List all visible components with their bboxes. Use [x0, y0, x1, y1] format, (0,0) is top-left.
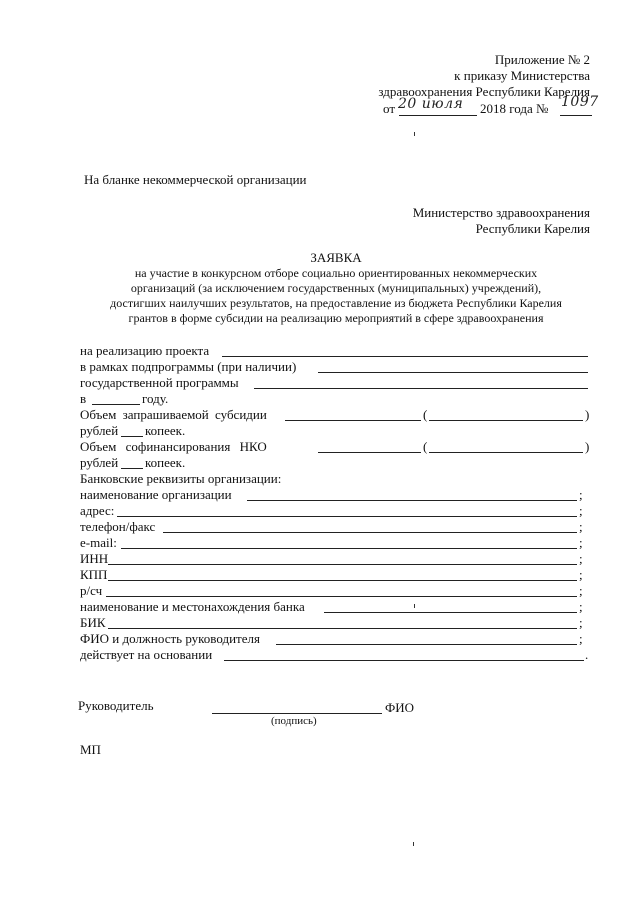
- year-field[interactable]: [92, 404, 140, 405]
- head-name-semicolon: ;: [579, 631, 583, 646]
- subsidy-kopecks-field[interactable]: [121, 436, 143, 437]
- ministry-name: здравоохранения Республики Карелия: [378, 84, 590, 99]
- year-text: 2018 года №: [480, 101, 549, 116]
- address-semicolon: ;: [579, 503, 583, 518]
- cofinancing-paren-open: (: [423, 439, 428, 454]
- subsidy-amount-field[interactable]: [285, 420, 421, 421]
- subprogram-field[interactable]: [318, 372, 588, 373]
- bank-label: наименование и местонахождения банка: [80, 599, 305, 614]
- inn-semicolon: ;: [579, 551, 583, 566]
- cofinancing-words-field[interactable]: [429, 452, 583, 453]
- project-label: на реализацию проекта: [80, 343, 210, 358]
- project-field[interactable]: [222, 356, 588, 357]
- title-sub-1: на участие в конкурсном отборе социально ориентированных некоммерческих: [134, 266, 538, 280]
- cofinancing-kopecks-label: копеек.: [145, 455, 186, 470]
- program-label: государственной программы: [80, 375, 239, 390]
- stamp-place: МП: [80, 742, 101, 757]
- subsidy-kopecks-label: копеек.: [145, 423, 186, 438]
- inn-label: ИНН: [80, 551, 109, 566]
- cofinancing-rubles-label: рублей: [80, 455, 119, 470]
- signature-hint: (подпись): [271, 715, 317, 727]
- head-name-field[interactable]: [276, 644, 577, 645]
- inn-field[interactable]: [108, 564, 577, 565]
- handwritten-number: 1097: [561, 94, 599, 110]
- cofinancing-kopecks-field[interactable]: [121, 468, 143, 469]
- head-name-label: ФИО и должность руководителя: [80, 631, 260, 646]
- year-suffix: году.: [142, 391, 169, 406]
- scan-speck: [414, 132, 415, 136]
- subsidy-label: Объем запрашиваемой субсидии: [80, 407, 267, 422]
- cofinancing-label: Объем софинансирования НКО: [80, 439, 267, 454]
- kpp-semicolon: ;: [579, 567, 583, 582]
- blank-note: На бланке некоммерческой организации: [84, 172, 307, 187]
- subsidy-rubles-label: рублей: [80, 423, 119, 438]
- year-prefix: в: [80, 391, 87, 406]
- basis-period: .: [585, 647, 589, 662]
- date-underline: [399, 115, 477, 116]
- subsidy-paren-open: (: [423, 407, 428, 422]
- cofinancing-paren-close: ): [585, 439, 590, 454]
- email-label: e-mail:: [80, 535, 117, 550]
- appendix-number: Приложение № 2: [494, 52, 590, 67]
- date-prefix: от: [383, 101, 396, 116]
- account-semicolon: ;: [579, 583, 583, 598]
- title-sub-3: достигших наилучших результатов, на предоставление из бюджета Республики Карелия: [110, 296, 562, 310]
- handwritten-date: 20 июля: [398, 96, 464, 112]
- account-label: р/сч: [80, 583, 103, 598]
- subsidy-words-field[interactable]: [429, 420, 583, 421]
- bank-field[interactable]: [324, 612, 577, 613]
- program-field[interactable]: [254, 388, 588, 389]
- number-underline: [560, 115, 592, 116]
- phone-field[interactable]: [163, 532, 577, 533]
- title-sub-4: грантов в форме субсидии на реализацию мероприятий в сфере здравоохранения: [128, 311, 544, 325]
- subprogram-label: в рамках подпрограммы (при наличии): [80, 359, 297, 374]
- cofinancing-amount-field[interactable]: [318, 452, 421, 453]
- org-name-field[interactable]: [247, 500, 577, 501]
- address-field[interactable]: [117, 516, 577, 517]
- fio-label: ФИО: [385, 700, 415, 715]
- addressee-line2: Республики Карелия: [475, 221, 590, 236]
- subsidy-paren-close: ): [585, 407, 590, 422]
- bank-semicolon: ;: [579, 599, 583, 614]
- phone-label: телефон/факс: [80, 519, 156, 534]
- signature-field[interactable]: [212, 713, 382, 714]
- basis-field[interactable]: [224, 660, 584, 661]
- phone-semicolon: ;: [579, 519, 583, 534]
- kpp-label: КПП: [80, 567, 108, 582]
- email-field[interactable]: [121, 548, 577, 549]
- basis-label: действует на основании: [80, 647, 213, 662]
- bik-label: БИК: [80, 615, 106, 630]
- scan-speck: [413, 842, 414, 846]
- scan-speck: [414, 604, 415, 608]
- address-label: адрес:: [80, 503, 115, 518]
- org-name-semicolon: ;: [579, 487, 583, 502]
- bank-details-heading: Банковские реквизиты организации:: [80, 471, 282, 486]
- bik-semicolon: ;: [579, 615, 583, 630]
- bik-field[interactable]: [108, 628, 577, 629]
- org-name-label: наименование организации: [80, 487, 232, 502]
- email-semicolon: ;: [579, 535, 583, 550]
- account-field[interactable]: [106, 596, 577, 597]
- addressee-line1: Министерство здравоохранения: [412, 205, 590, 220]
- order-reference: к приказу Министерства: [454, 68, 590, 83]
- kpp-field[interactable]: [108, 580, 577, 581]
- head-signature-label: Руководитель: [78, 698, 154, 713]
- document-title: ЗАЯВКА: [310, 250, 362, 265]
- title-sub-2: организаций (за исключением государственных (муниципальных) учреждений),: [130, 281, 542, 295]
